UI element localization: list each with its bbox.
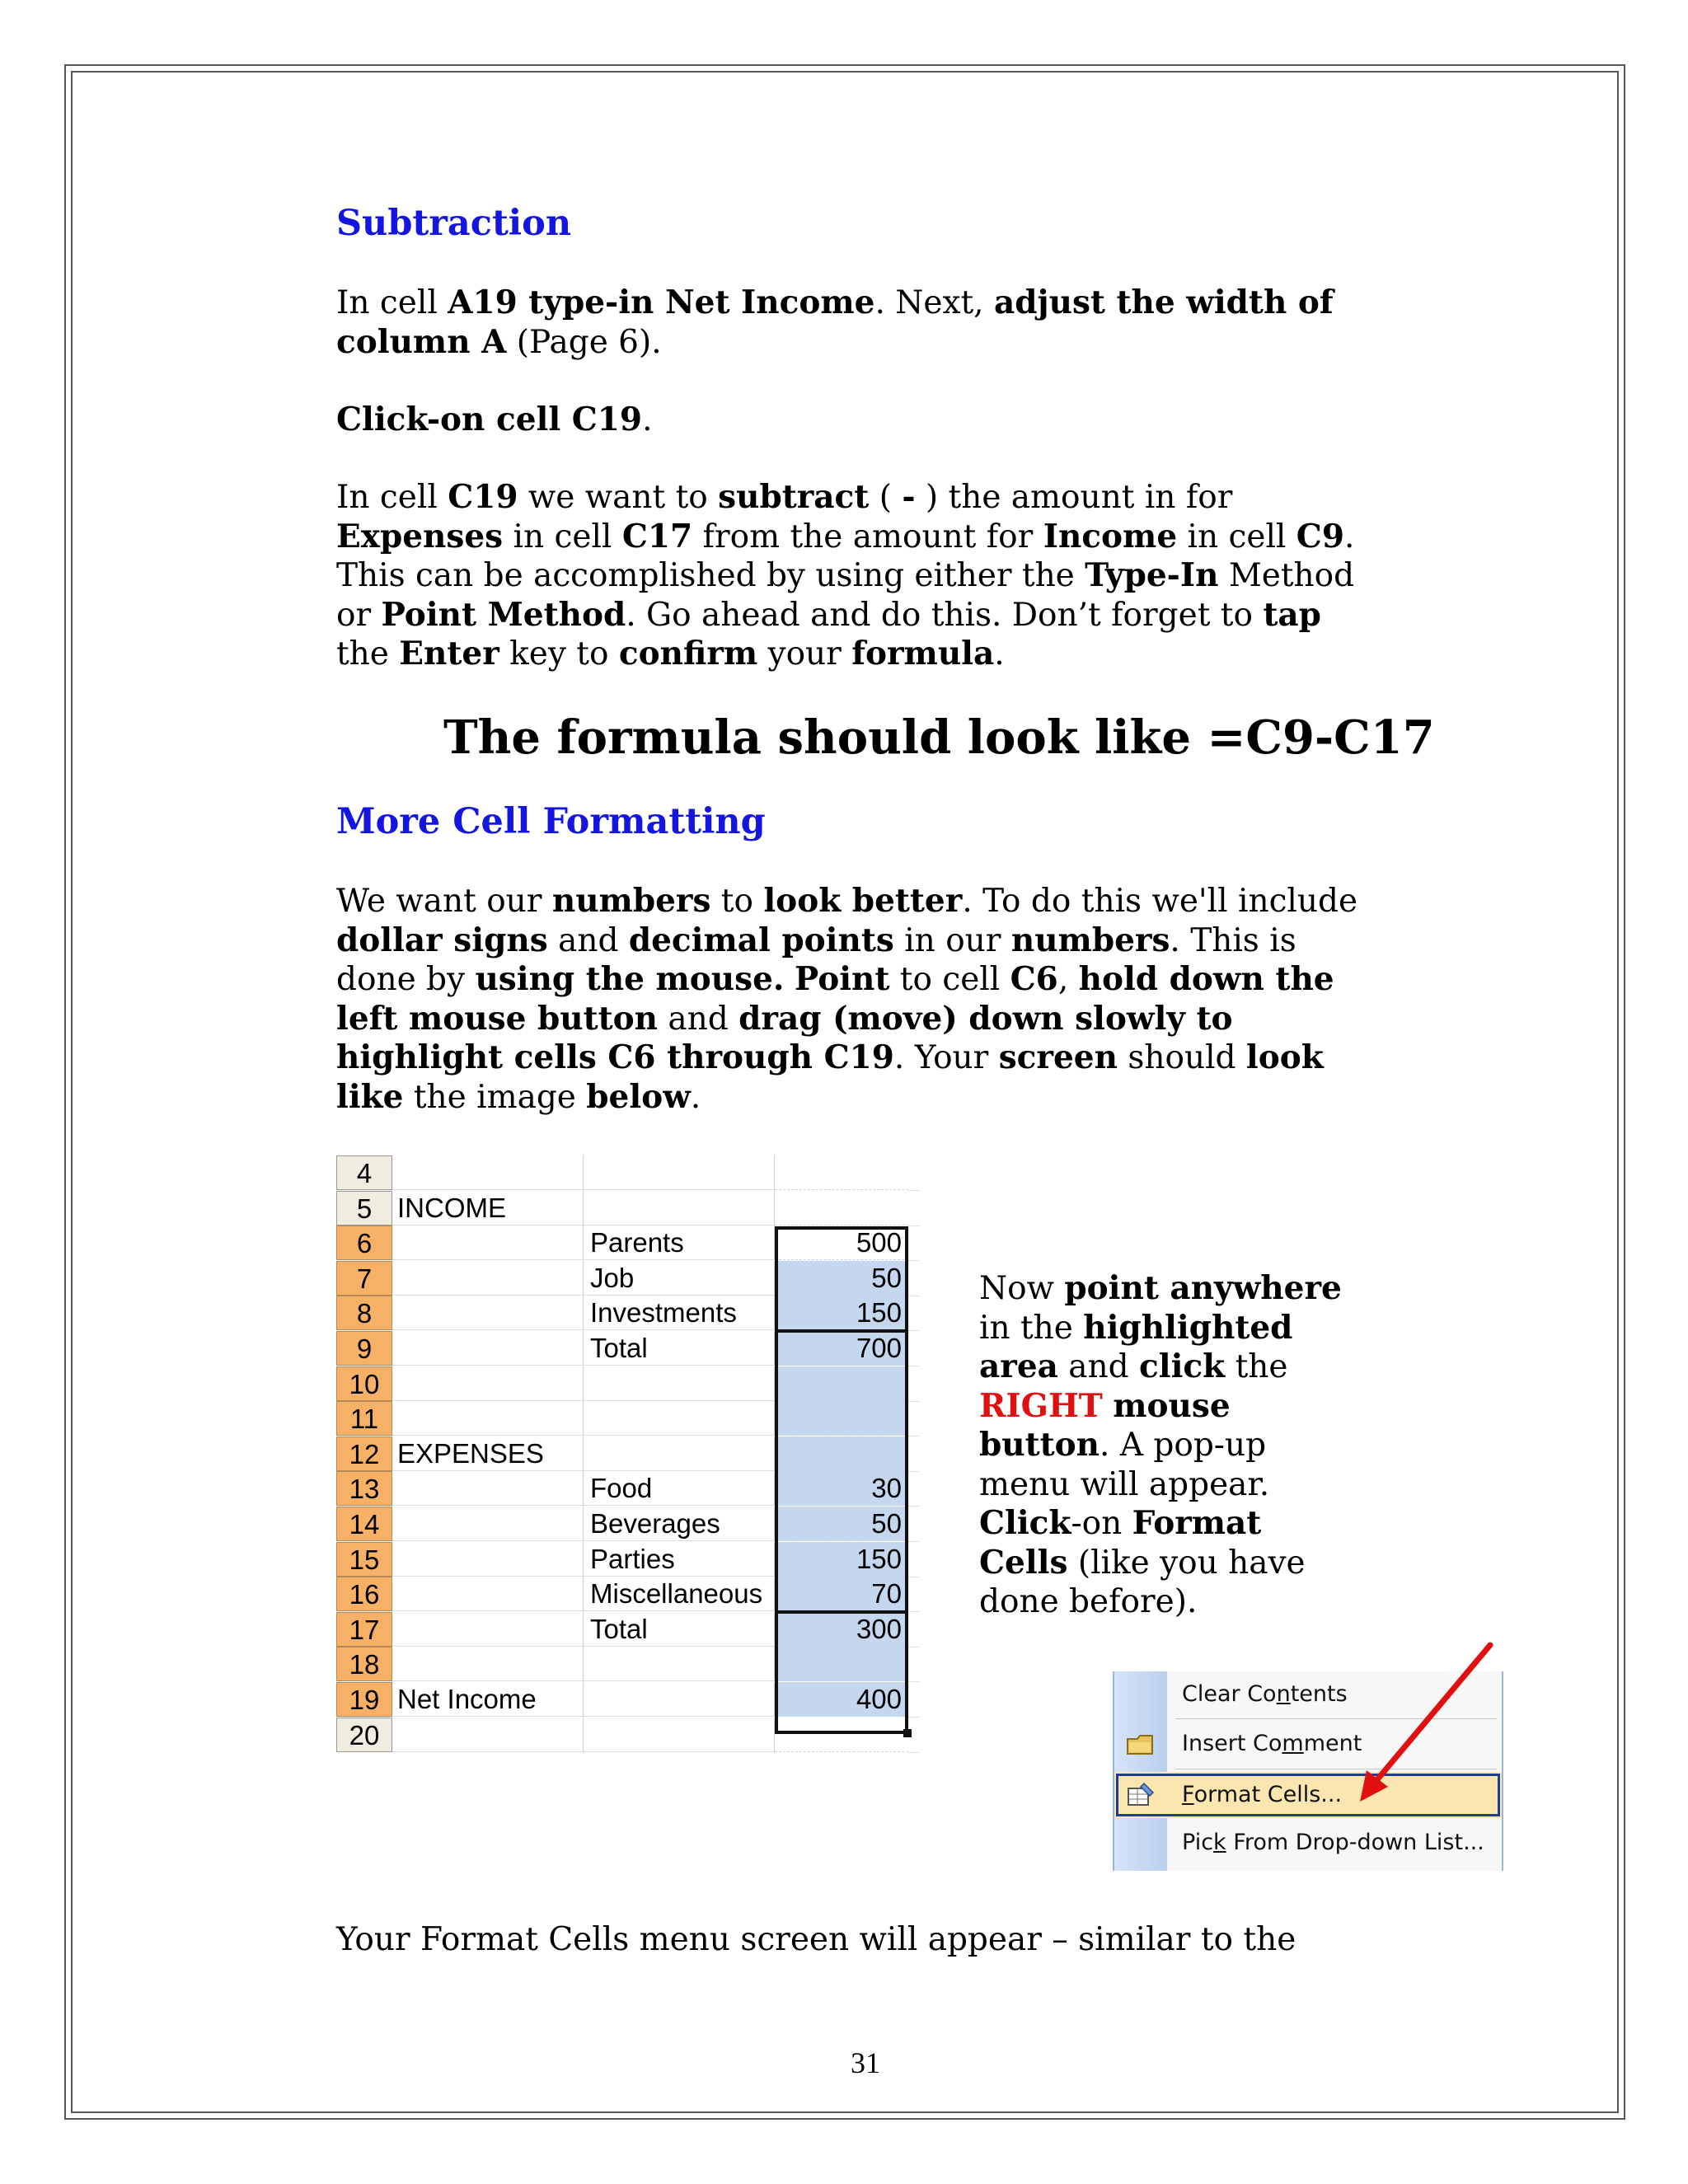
menu-item-pick-from-list[interactable] xyxy=(1114,1820,1502,1866)
red-arrow-icon xyxy=(1352,1640,1500,1805)
cell-col-d[interactable] xyxy=(908,1577,920,1612)
paragraph-subtraction-2: Click-on cell C19. xyxy=(336,401,653,438)
cell-col-d[interactable] xyxy=(908,1612,920,1647)
menu-item-label: Pick From Drop-down List... xyxy=(1182,1830,1484,1855)
formula-note: The formula should look like =C9-C17 xyxy=(443,710,1435,765)
cell-col-a[interactable]: Net Income xyxy=(392,1682,584,1717)
cell-col-d[interactable] xyxy=(908,1471,920,1507)
table-row xyxy=(336,1507,920,1541)
table-row xyxy=(336,1612,920,1647)
table-row xyxy=(336,1542,920,1577)
cell-col-b[interactable]: Parties xyxy=(584,1542,775,1577)
cell-col-b[interactable]: Beverages xyxy=(584,1507,775,1541)
cell-col-a[interactable] xyxy=(392,1366,584,1401)
cell-col-b[interactable] xyxy=(584,1191,775,1226)
cell-col-a[interactable] xyxy=(392,1507,584,1541)
cell-col-a[interactable]: EXPENSES xyxy=(392,1436,584,1471)
paragraph-right-click-instructions: Now point anywhere in the highlighted area and click the RIGHT mouse button. A pop-up menu will appear. Click-on Format Cells (like you have done before). xyxy=(979,1269,1342,1620)
cell-col-c[interactable] xyxy=(775,1647,908,1681)
row-header[interactable]: 11 xyxy=(336,1401,392,1436)
cell-col-b[interactable] xyxy=(584,1682,775,1717)
table-row xyxy=(336,1436,920,1471)
row-header[interactable]: 13 xyxy=(336,1471,392,1506)
cell-col-c[interactable]: 400 xyxy=(775,1682,908,1717)
row-header[interactable]: 12 xyxy=(336,1436,392,1471)
page-number: 31 xyxy=(851,2046,880,2079)
cell-col-b[interactable]: Parents xyxy=(584,1226,775,1260)
cell-col-d[interactable] xyxy=(908,1296,920,1331)
cell-col-d[interactable] xyxy=(908,1436,920,1472)
cell-col-b[interactable]: Job xyxy=(584,1261,775,1296)
total-border-line xyxy=(775,1329,908,1333)
table-row xyxy=(336,1191,920,1226)
table-row xyxy=(336,1226,920,1260)
row-header[interactable]: 14 xyxy=(336,1507,392,1541)
cell-col-a[interactable] xyxy=(392,1331,584,1366)
total-border-line xyxy=(775,1610,908,1614)
cell-col-a[interactable] xyxy=(392,1401,584,1436)
menu-item-label: Format Cells... xyxy=(1182,1782,1343,1807)
table-row xyxy=(336,1577,920,1611)
cell-col-c[interactable]: 700 xyxy=(775,1331,908,1366)
row-header[interactable]: 15 xyxy=(336,1542,392,1577)
cell-col-c[interactable]: 50 xyxy=(775,1507,908,1541)
menu-item-label: Insert Comment xyxy=(1182,1731,1362,1756)
table-row xyxy=(336,1331,920,1366)
cell-col-c[interactable]: 500 xyxy=(775,1226,908,1260)
cell-col-b[interactable]: Investments xyxy=(584,1296,775,1330)
row-header[interactable]: 6 xyxy=(336,1226,392,1260)
row-header[interactable]: 17 xyxy=(336,1612,392,1647)
table-row xyxy=(336,1471,920,1506)
menu-item-label: Clear Contents xyxy=(1182,1681,1348,1707)
cell-col-a[interactable] xyxy=(392,1577,584,1611)
table-row xyxy=(336,1718,920,1752)
cell-col-c[interactable]: 70 xyxy=(775,1577,908,1611)
row-header[interactable]: 5 xyxy=(336,1191,392,1226)
paragraph-formatting-1: We want our numbers to look better. To do this we'll include dollar signs and decimal points in our numbers. This is done by using the mouse. Point to cell C6, hold down the left mouse button and drag (move) down slowly to highlight cells C6 through C19. Your screen should look like the image below. xyxy=(336,882,1358,1116)
row-header[interactable]: 4 xyxy=(336,1155,392,1190)
table-row xyxy=(336,1366,920,1401)
cell-col-b[interactable]: Total xyxy=(584,1331,775,1366)
cell-col-c[interactable] xyxy=(775,1191,908,1226)
row-header[interactable]: 16 xyxy=(336,1577,392,1611)
cell-col-b[interactable] xyxy=(584,1366,775,1401)
cell-col-d[interactable] xyxy=(908,1331,920,1366)
cell-col-c[interactable]: 300 xyxy=(775,1612,908,1647)
cell-col-a[interactable] xyxy=(392,1471,584,1506)
table-row xyxy=(336,1401,920,1436)
cell-col-c[interactable]: 30 xyxy=(775,1471,908,1506)
cell-col-b[interactable]: Total xyxy=(584,1612,775,1647)
table-row xyxy=(336,1296,920,1330)
cell-col-d[interactable] xyxy=(908,1191,920,1226)
row-header[interactable]: 8 xyxy=(336,1296,392,1330)
heading-subtraction: Subtraction xyxy=(336,203,572,244)
cell-col-d[interactable] xyxy=(908,1682,920,1718)
cell-col-a[interactable] xyxy=(392,1155,584,1190)
cell-col-a[interactable] xyxy=(392,1542,584,1577)
cell-col-c[interactable] xyxy=(775,1366,908,1401)
cell-col-a[interactable] xyxy=(392,1718,584,1752)
cell-col-c[interactable]: 150 xyxy=(775,1296,908,1330)
cell-col-b[interactable] xyxy=(584,1718,775,1752)
paragraph-subtraction-1: In cell A19 type-in Net Income. Next, adjust the width of column A (Page 6). xyxy=(336,284,1334,361)
cell-col-a[interactable] xyxy=(392,1296,584,1330)
cell-col-d[interactable] xyxy=(908,1542,920,1577)
cell-col-c[interactable] xyxy=(775,1718,908,1752)
cell-col-b[interactable]: Miscellaneous xyxy=(584,1577,775,1611)
row-header[interactable]: 7 xyxy=(336,1261,392,1296)
table-row xyxy=(336,1155,920,1190)
cell-col-d[interactable] xyxy=(908,1507,920,1542)
heading-more-cell-formatting: More Cell Formatting xyxy=(336,801,766,842)
cell-col-c[interactable]: 50 xyxy=(775,1261,908,1296)
cell-col-b[interactable]: Food xyxy=(584,1471,775,1506)
cell-col-b[interactable] xyxy=(584,1401,775,1436)
cell-col-c[interactable] xyxy=(775,1401,908,1436)
cell-col-a[interactable] xyxy=(392,1612,584,1647)
cell-col-d[interactable] xyxy=(908,1401,920,1436)
cell-col-a[interactable] xyxy=(392,1226,584,1260)
cell-col-d[interactable] xyxy=(908,1647,920,1682)
fill-handle[interactable] xyxy=(903,1729,912,1737)
row-header[interactable]: 9 xyxy=(336,1331,392,1366)
cell-col-a[interactable] xyxy=(392,1647,584,1681)
cell-col-b[interactable] xyxy=(584,1155,775,1190)
cell-col-c[interactable] xyxy=(775,1155,908,1190)
cell-col-a[interactable]: INCOME xyxy=(392,1191,584,1226)
cell-col-c[interactable]: 150 xyxy=(775,1542,908,1577)
cell-col-b[interactable] xyxy=(584,1647,775,1681)
cell-col-b[interactable] xyxy=(584,1436,775,1471)
paragraph-format-cells-menu: Your Format Cells menu screen will appear – similar to the xyxy=(336,1921,1296,1958)
cell-col-d[interactable] xyxy=(908,1226,920,1261)
row-header[interactable]: 10 xyxy=(336,1366,392,1401)
format-cells-icon xyxy=(1126,1782,1156,1808)
cell-col-a[interactable] xyxy=(392,1261,584,1296)
cell-col-d[interactable] xyxy=(908,1366,920,1402)
spreadsheet-screenshot xyxy=(336,1155,920,1765)
cell-col-c[interactable] xyxy=(775,1436,908,1471)
row-header[interactable]: 19 xyxy=(336,1682,392,1717)
folder-comment-icon xyxy=(1126,1731,1156,1757)
table-row xyxy=(336,1647,920,1681)
row-header[interactable]: 20 xyxy=(336,1718,392,1752)
cell-col-d[interactable] xyxy=(908,1261,920,1296)
paragraph-subtraction-3: In cell C19 we want to subtract ( - ) the amount in for Expenses in cell C17 from the amount for Income in cell C9. This can be accomplished by using either the Type-In Method or Point Method. Go ahead and do this. Don’t forget to tap the Enter key to confirm your formula. xyxy=(336,478,1355,673)
table-row xyxy=(336,1261,920,1296)
row-header[interactable]: 18 xyxy=(336,1647,392,1681)
table-row xyxy=(336,1682,920,1717)
cell-col-d[interactable] xyxy=(908,1155,920,1191)
